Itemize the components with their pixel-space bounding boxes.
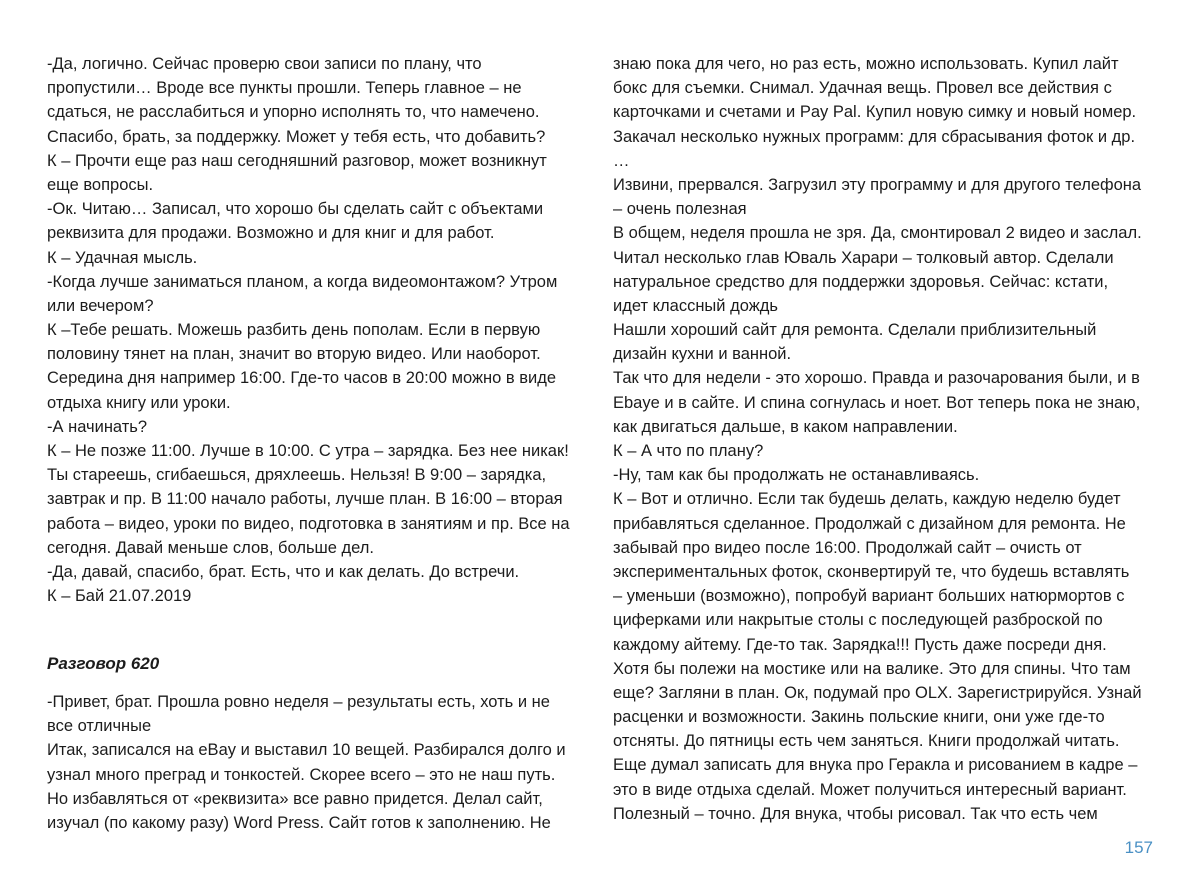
text-line: -Привет, брат. Прошла ровно неделя – результаты есть, хоть и не <box>47 693 550 711</box>
text-line: -А начинать? <box>47 417 148 436</box>
text-line: еще вопросы. <box>47 175 154 194</box>
text-line: Хотя бы полежи на мостике или на валике. Это для спины. Что там <box>613 659 1131 678</box>
text-line: знаю пока для чего, но раз есть, можно использовать. Купил лайт <box>613 55 1119 73</box>
text-line: Еще думал записать для внука про Геракла и рисованием в кадре – <box>613 756 1138 775</box>
text-line: К – Прочти еще раз наш сегодняшний разговор, может возникнут <box>47 151 547 170</box>
text-line: К – Не позже 11:00. Лучше в 10:00. С утра – зарядка. Без нее никак! <box>47 442 569 460</box>
text-line: или вечером? <box>47 296 154 315</box>
text-line: как двигаться дальше, в каком направлении. <box>613 417 958 436</box>
text-line: дизайн кухни и ванной. <box>613 345 792 364</box>
text-line: Спасибо, брать, за поддержку. Может у тебя есть, что добавить? <box>47 127 546 146</box>
text-line: -Ок. Читаю… Записал, что хорошо бы сделать сайт с объектами <box>47 200 544 219</box>
left-column-lower <box>47 690 592 835</box>
text-line: работа – видео, уроки по видео, подготовка в занятиям и пр. Все на <box>47 514 570 533</box>
text-line: завтрак и пр. В 11:00 начало работы, лучше план. В 16:00 – вторая <box>47 490 563 509</box>
text-line: Итак, записался на eBay и выставил 10 вещей. Разбирался долго и <box>47 741 566 760</box>
text-line: Закачал несколько нужных программ: для сбрасывания фоток и др. <box>613 127 1136 146</box>
text-line: Ты стареешь, сгибаешься, дряхлеешь. Нельзя! В 9:00 – зарядка, <box>47 466 547 485</box>
text-line: карточками и счетами и Pay Pal. Купил новую симку и новый номер. <box>613 103 1137 122</box>
text-line: – очень полезная <box>613 200 747 219</box>
text-line: циферками или накрытые столы с последующей разброской по <box>613 611 1103 630</box>
text-line: Но избавляться от «реквизита» все равно придется. Делал сайт, <box>47 789 543 808</box>
text-line: К –Тебе решать. Можешь разбить день пополам. Если в первую <box>47 321 541 340</box>
text-line: Читал несколько глав Юваль Харари – толковый автор. Сделали <box>613 248 1114 267</box>
text-line: узнал много преград и тонкостей. Скорее всего – это не наш путь. <box>47 765 556 784</box>
text-line: все отличные <box>47 717 152 736</box>
text-line: Полезный – точно. Для внука, чтобы рисовал. Так что есть чем <box>613 804 1098 823</box>
text-line: бокс для съемки. Снимал. Удачная вещь. Провел все действия с <box>613 79 1112 98</box>
text-line: Ebaye и в сайте. И спина согнулась и ноет. Вот теперь пока не знаю, <box>613 393 1141 412</box>
section-heading: Разговор 620 <box>47 654 160 673</box>
text-line: экспериментальных фоток, сконвертируй те, что будешь вставлять <box>613 562 1130 581</box>
text-line: Извини, прервался. Загрузил эту программу и для другого телефона <box>613 175 1142 194</box>
text-line: К – А что по плану? <box>613 442 764 460</box>
text-line: сегодня. Давай меньше слов, больше дел. <box>47 538 375 557</box>
text-line: Середина дня например 16:00. Где-то часов в 20:00 можно в виде <box>47 369 557 388</box>
text-line: -Когда лучше заниматься планом, а когда видеомонтажом? Утром <box>47 272 558 291</box>
text-line: – уменьши (возможно), попробуй вариант больших натюрмортов с <box>613 587 1125 606</box>
text-line: Так что для недели - это хорошо. Правда и разочарования были, и в <box>613 369 1140 388</box>
text-line: сдаться, не расслабиться и упорно исполнять то, что намечено. <box>47 103 540 122</box>
text-line: идет классный дождь <box>613 296 778 315</box>
text-line: Нашли хороший сайт для ремонта. Сделали приблизительный <box>613 321 1097 340</box>
text-line: изучал (по какому разу) Word Press. Сайт готов к заполнению. Не <box>47 813 551 832</box>
text-line: забывай про видео после 16:00. Продолжай сайт – очисть от <box>613 538 1082 557</box>
text-line: К – Удачная мысль. <box>47 248 198 267</box>
text-line: К – Бай 21.07.2019 <box>47 587 192 606</box>
text-line: отдыха книгу или уроки. <box>47 393 231 412</box>
text-line: пропустили… Вроде все пункты прошли. Теперь главное – не <box>47 79 522 98</box>
text-line: -Ну, там как бы продолжать не останавливаясь. <box>613 466 980 485</box>
text-line: половину тянет на план, значит во вторую видео. Или наоборот. <box>47 345 541 364</box>
text-line: К – Вот и отлично. Если так будешь делать, каждую неделю будет <box>613 490 1121 509</box>
text-line: прибавляться сделанное. Продолжай с дизайном для ремонта. Не <box>613 514 1126 533</box>
text-line: каждому айтему. Где-то так. Зарядка!!! Пусть даже посреди дня. <box>613 635 1107 654</box>
text-line: В общем, неделя прошла не зря. Да, смонтировал 2 видео и заслал. <box>613 224 1142 243</box>
right-column <box>613 52 1158 826</box>
text-line: отсняты. До пятницы есть чем заняться. Книги продолжай читать. <box>613 732 1120 751</box>
left-column <box>47 52 592 608</box>
text-line: натуральное средство для поддержки здоровья. Сейчас: кстати, <box>613 272 1109 291</box>
text-line: -Да, логично. Сейчас проверю свои записи по плану, что <box>47 55 482 73</box>
text-line: это в виде отдыха сделай. Может получиться интересный вариант. <box>613 780 1127 799</box>
page-number: 157 <box>1124 838 1153 857</box>
text-line: -Да, давай, спасибо, брат. Есть, что и как делать. До встречи. <box>47 562 520 581</box>
text-line: расценки и возможности. Закинь польские книги, они уже где-то <box>613 708 1105 727</box>
text-line: еще? Загляни в план. Ок, подумай про OLX. Зарегистрируйся. Узнай <box>613 683 1142 702</box>
text-line: … <box>613 151 630 170</box>
text-line: реквизита для продажи. Возможно и для книг и для работ. <box>47 224 495 243</box>
